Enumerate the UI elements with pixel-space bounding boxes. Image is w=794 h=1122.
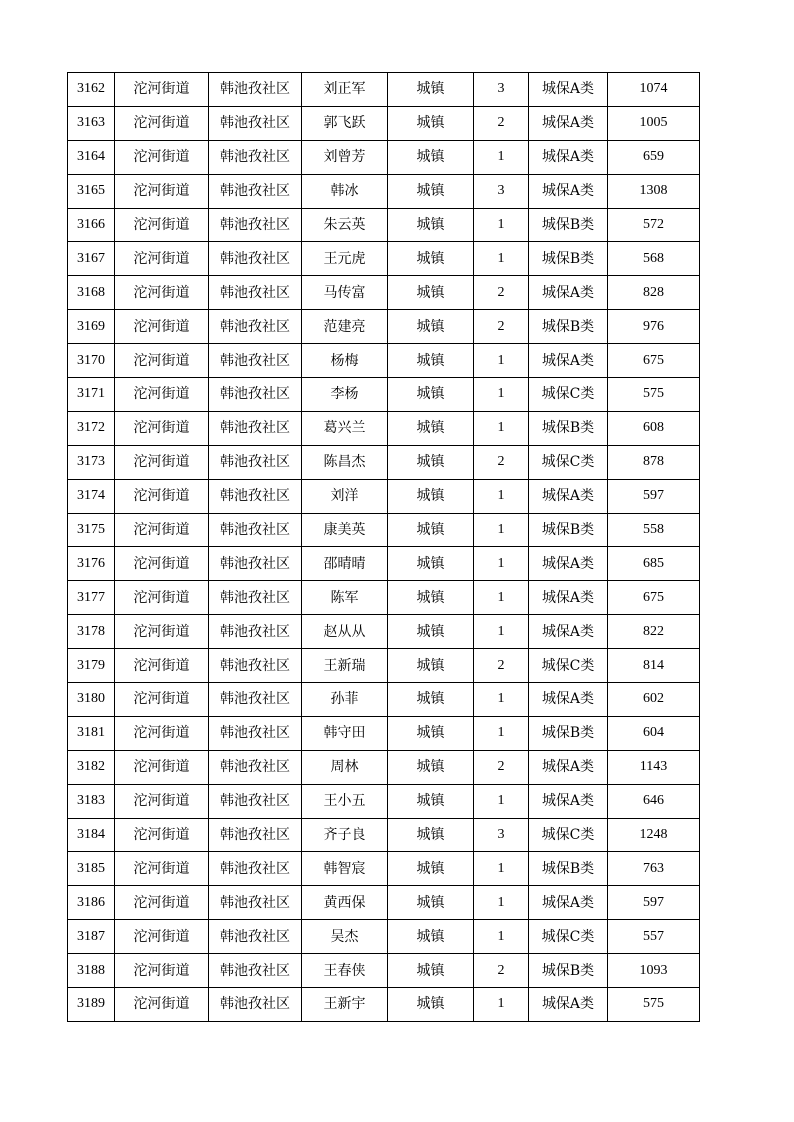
amount-cell: 685 <box>608 547 700 581</box>
household-type-cell: 城镇 <box>388 920 474 954</box>
community-cell: 韩池孜社区 <box>209 344 302 378</box>
insurance-category-cell: 城保B类 <box>529 208 608 242</box>
subdistrict-cell: 沱河街道 <box>115 174 209 208</box>
serial-number-cell: 3178 <box>68 615 115 649</box>
amount-cell: 597 <box>608 479 700 513</box>
amount-cell: 1005 <box>608 106 700 140</box>
subdistrict-cell: 沱河街道 <box>115 750 209 784</box>
community-cell: 韩池孜社区 <box>209 954 302 988</box>
community-cell: 韩池孜社区 <box>209 208 302 242</box>
household-size-cell: 1 <box>474 581 529 615</box>
table-row <box>68 106 700 140</box>
amount-cell: 1074 <box>608 73 700 107</box>
insurance-category-cell: 城保A类 <box>529 106 608 140</box>
serial-number-cell: 3171 <box>68 378 115 412</box>
amount-cell: 597 <box>608 886 700 920</box>
amount-cell: 604 <box>608 716 700 750</box>
household-type-cell: 城镇 <box>388 852 474 886</box>
household-size-cell: 1 <box>474 784 529 818</box>
name-cell: 刘曾芳 <box>302 140 388 174</box>
table-row <box>68 920 700 954</box>
subdistrict-cell: 沱河街道 <box>115 683 209 717</box>
household-size-cell: 1 <box>474 547 529 581</box>
insurance-category-cell: 城保A类 <box>529 174 608 208</box>
subdistrict-cell: 沱河街道 <box>115 378 209 412</box>
amount-cell: 1143 <box>608 750 700 784</box>
subdistrict-cell: 沱河街道 <box>115 276 209 310</box>
insurance-category-cell: 城保A类 <box>529 750 608 784</box>
subdistrict-cell: 沱河街道 <box>115 954 209 988</box>
amount-cell: 575 <box>608 378 700 412</box>
household-size-cell: 3 <box>474 174 529 208</box>
insurance-category-cell: 城保C类 <box>529 920 608 954</box>
household-size-cell: 1 <box>474 378 529 412</box>
serial-number-cell: 3173 <box>68 445 115 479</box>
household-type-cell: 城镇 <box>388 242 474 276</box>
roster-body <box>68 73 700 1022</box>
insurance-category-cell: 城保B类 <box>529 716 608 750</box>
serial-number-cell: 3180 <box>68 683 115 717</box>
household-type-cell: 城镇 <box>388 378 474 412</box>
table-row <box>68 411 700 445</box>
household-size-cell: 1 <box>474 242 529 276</box>
name-cell: 韩冰 <box>302 174 388 208</box>
household-type-cell: 城镇 <box>388 445 474 479</box>
subdistrict-cell: 沱河街道 <box>115 208 209 242</box>
community-cell: 韩池孜社区 <box>209 242 302 276</box>
community-cell: 韩池孜社区 <box>209 513 302 547</box>
insurance-category-cell: 城保A类 <box>529 581 608 615</box>
household-size-cell: 1 <box>474 615 529 649</box>
table-row <box>68 174 700 208</box>
insurance-category-cell: 城保B类 <box>529 513 608 547</box>
community-cell: 韩池孜社区 <box>209 445 302 479</box>
insurance-category-cell: 城保A类 <box>529 547 608 581</box>
serial-number-cell: 3163 <box>68 106 115 140</box>
insurance-category-cell: 城保A类 <box>529 73 608 107</box>
household-size-cell: 1 <box>474 479 529 513</box>
name-cell: 黄西保 <box>302 886 388 920</box>
community-cell: 韩池孜社区 <box>209 716 302 750</box>
household-type-cell: 城镇 <box>388 615 474 649</box>
insurance-category-cell: 城保A类 <box>529 479 608 513</box>
serial-number-cell: 3172 <box>68 411 115 445</box>
insurance-category-cell: 城保B类 <box>529 411 608 445</box>
amount-cell: 1248 <box>608 818 700 852</box>
name-cell: 王春侠 <box>302 954 388 988</box>
household-type-cell: 城镇 <box>388 140 474 174</box>
household-type-cell: 城镇 <box>388 750 474 784</box>
table-row <box>68 276 700 310</box>
amount-cell: 976 <box>608 310 700 344</box>
amount-cell: 675 <box>608 581 700 615</box>
table-row <box>68 73 700 107</box>
community-cell: 韩池孜社区 <box>209 73 302 107</box>
name-cell: 刘洋 <box>302 479 388 513</box>
subdistrict-cell: 沱河街道 <box>115 140 209 174</box>
insurance-category-cell: 城保A类 <box>529 988 608 1022</box>
amount-cell: 675 <box>608 344 700 378</box>
amount-cell: 1093 <box>608 954 700 988</box>
serial-number-cell: 3187 <box>68 920 115 954</box>
name-cell: 马传富 <box>302 276 388 310</box>
name-cell: 吴杰 <box>302 920 388 954</box>
subdistrict-cell: 沱河街道 <box>115 818 209 852</box>
subdistrict-cell: 沱河街道 <box>115 615 209 649</box>
household-type-cell: 城镇 <box>388 581 474 615</box>
household-size-cell: 1 <box>474 920 529 954</box>
name-cell: 王小五 <box>302 784 388 818</box>
table-row <box>68 208 700 242</box>
household-type-cell: 城镇 <box>388 886 474 920</box>
name-cell: 杨梅 <box>302 344 388 378</box>
table-row <box>68 513 700 547</box>
subdistrict-cell: 沱河街道 <box>115 344 209 378</box>
table-row <box>68 886 700 920</box>
table-row <box>68 852 700 886</box>
community-cell: 韩池孜社区 <box>209 140 302 174</box>
subdistrict-cell: 沱河街道 <box>115 310 209 344</box>
household-type-cell: 城镇 <box>388 106 474 140</box>
amount-cell: 646 <box>608 784 700 818</box>
amount-cell: 659 <box>608 140 700 174</box>
household-type-cell: 城镇 <box>388 683 474 717</box>
serial-number-cell: 3181 <box>68 716 115 750</box>
serial-number-cell: 3167 <box>68 242 115 276</box>
subdistrict-cell: 沱河街道 <box>115 479 209 513</box>
insurance-category-cell: 城保C类 <box>529 649 608 683</box>
table-row <box>68 954 700 988</box>
name-cell: 韩智宸 <box>302 852 388 886</box>
table-row <box>68 547 700 581</box>
household-type-cell: 城镇 <box>388 818 474 852</box>
serial-number-cell: 3169 <box>68 310 115 344</box>
subdistrict-cell: 沱河街道 <box>115 852 209 886</box>
serial-number-cell: 3184 <box>68 818 115 852</box>
community-cell: 韩池孜社区 <box>209 784 302 818</box>
name-cell: 王新宇 <box>302 988 388 1022</box>
name-cell: 康美英 <box>302 513 388 547</box>
serial-number-cell: 3175 <box>68 513 115 547</box>
amount-cell: 602 <box>608 683 700 717</box>
household-type-cell: 城镇 <box>388 954 474 988</box>
subdistrict-cell: 沱河街道 <box>115 988 209 1022</box>
name-cell: 周林 <box>302 750 388 784</box>
table-row <box>68 988 700 1022</box>
household-size-cell: 2 <box>474 445 529 479</box>
name-cell: 韩守田 <box>302 716 388 750</box>
household-type-cell: 城镇 <box>388 310 474 344</box>
insurance-category-cell: 城保B类 <box>529 954 608 988</box>
community-cell: 韩池孜社区 <box>209 479 302 513</box>
household-size-cell: 1 <box>474 140 529 174</box>
insurance-category-cell: 城保A类 <box>529 784 608 818</box>
table-row <box>68 581 700 615</box>
amount-cell: 1308 <box>608 174 700 208</box>
household-size-cell: 2 <box>474 954 529 988</box>
household-size-cell: 1 <box>474 683 529 717</box>
household-size-cell: 1 <box>474 716 529 750</box>
serial-number-cell: 3186 <box>68 886 115 920</box>
table-row <box>68 378 700 412</box>
household-type-cell: 城镇 <box>388 513 474 547</box>
household-type-cell: 城镇 <box>388 649 474 683</box>
subdistrict-cell: 沱河街道 <box>115 411 209 445</box>
household-size-cell: 2 <box>474 310 529 344</box>
table-row <box>68 479 700 513</box>
household-size-cell: 1 <box>474 886 529 920</box>
table-row <box>68 445 700 479</box>
serial-number-cell: 3188 <box>68 954 115 988</box>
serial-number-cell: 3189 <box>68 988 115 1022</box>
household-type-cell: 城镇 <box>388 411 474 445</box>
amount-cell: 763 <box>608 852 700 886</box>
amount-cell: 557 <box>608 920 700 954</box>
community-cell: 韩池孜社区 <box>209 750 302 784</box>
subdistrict-cell: 沱河街道 <box>115 73 209 107</box>
name-cell: 李杨 <box>302 378 388 412</box>
name-cell: 王元虎 <box>302 242 388 276</box>
insurance-category-cell: 城保B类 <box>529 242 608 276</box>
amount-cell: 572 <box>608 208 700 242</box>
insurance-category-cell: 城保B类 <box>529 310 608 344</box>
household-size-cell: 3 <box>474 73 529 107</box>
insurance-category-cell: 城保C类 <box>529 818 608 852</box>
name-cell: 范建亮 <box>302 310 388 344</box>
table-row <box>68 784 700 818</box>
serial-number-cell: 3168 <box>68 276 115 310</box>
amount-cell: 575 <box>608 988 700 1022</box>
household-type-cell: 城镇 <box>388 344 474 378</box>
household-size-cell: 2 <box>474 649 529 683</box>
serial-number-cell: 3179 <box>68 649 115 683</box>
household-size-cell: 1 <box>474 988 529 1022</box>
name-cell: 葛兴兰 <box>302 411 388 445</box>
subdistrict-cell: 沱河街道 <box>115 886 209 920</box>
insurance-category-cell: 城保C类 <box>529 445 608 479</box>
amount-cell: 822 <box>608 615 700 649</box>
amount-cell: 608 <box>608 411 700 445</box>
community-cell: 韩池孜社区 <box>209 310 302 344</box>
community-cell: 韩池孜社区 <box>209 683 302 717</box>
community-cell: 韩池孜社区 <box>209 649 302 683</box>
insurance-category-cell: 城保A类 <box>529 615 608 649</box>
subdistrict-cell: 沱河街道 <box>115 242 209 276</box>
name-cell: 陈军 <box>302 581 388 615</box>
name-cell: 邵晴晴 <box>302 547 388 581</box>
community-cell: 韩池孜社区 <box>209 581 302 615</box>
household-type-cell: 城镇 <box>388 208 474 242</box>
insurance-category-cell: 城保B类 <box>529 852 608 886</box>
name-cell: 赵从从 <box>302 615 388 649</box>
community-cell: 韩池孜社区 <box>209 920 302 954</box>
subdistrict-cell: 沱河街道 <box>115 581 209 615</box>
amount-cell: 558 <box>608 513 700 547</box>
insurance-category-cell: 城保A类 <box>529 276 608 310</box>
amount-cell: 814 <box>608 649 700 683</box>
table-row <box>68 750 700 784</box>
community-cell: 韩池孜社区 <box>209 547 302 581</box>
subdistrict-cell: 沱河街道 <box>115 106 209 140</box>
household-size-cell: 1 <box>474 513 529 547</box>
serial-number-cell: 3174 <box>68 479 115 513</box>
name-cell: 刘正军 <box>302 73 388 107</box>
community-cell: 韩池孜社区 <box>209 615 302 649</box>
serial-number-cell: 3183 <box>68 784 115 818</box>
table-row <box>68 649 700 683</box>
household-type-cell: 城镇 <box>388 174 474 208</box>
table-row <box>68 818 700 852</box>
roster-table <box>67 72 700 1022</box>
community-cell: 韩池孜社区 <box>209 852 302 886</box>
household-size-cell: 1 <box>474 852 529 886</box>
serial-number-cell: 3164 <box>68 140 115 174</box>
name-cell: 王新瑞 <box>302 649 388 683</box>
name-cell: 陈昌杰 <box>302 445 388 479</box>
subdistrict-cell: 沱河街道 <box>115 649 209 683</box>
household-type-cell: 城镇 <box>388 479 474 513</box>
household-type-cell: 城镇 <box>388 988 474 1022</box>
household-type-cell: 城镇 <box>388 73 474 107</box>
table-row <box>68 683 700 717</box>
serial-number-cell: 3177 <box>68 581 115 615</box>
household-size-cell: 1 <box>474 208 529 242</box>
household-type-cell: 城镇 <box>388 716 474 750</box>
serial-number-cell: 3182 <box>68 750 115 784</box>
household-type-cell: 城镇 <box>388 547 474 581</box>
amount-cell: 828 <box>608 276 700 310</box>
household-type-cell: 城镇 <box>388 784 474 818</box>
subdistrict-cell: 沱河街道 <box>115 784 209 818</box>
serial-number-cell: 3185 <box>68 852 115 886</box>
household-size-cell: 2 <box>474 106 529 140</box>
name-cell: 齐子良 <box>302 818 388 852</box>
household-size-cell: 1 <box>474 411 529 445</box>
amount-cell: 878 <box>608 445 700 479</box>
community-cell: 韩池孜社区 <box>209 988 302 1022</box>
household-type-cell: 城镇 <box>388 276 474 310</box>
household-size-cell: 2 <box>474 276 529 310</box>
household-size-cell: 1 <box>474 344 529 378</box>
name-cell: 朱云英 <box>302 208 388 242</box>
insurance-category-cell: 城保A类 <box>529 683 608 717</box>
community-cell: 韩池孜社区 <box>209 411 302 445</box>
amount-cell: 568 <box>608 242 700 276</box>
table-row <box>68 310 700 344</box>
subdistrict-cell: 沱河街道 <box>115 920 209 954</box>
household-size-cell: 2 <box>474 750 529 784</box>
insurance-category-cell: 城保C类 <box>529 378 608 412</box>
serial-number-cell: 3165 <box>68 174 115 208</box>
name-cell: 郭飞跃 <box>302 106 388 140</box>
table-row <box>68 242 700 276</box>
insurance-category-cell: 城保A类 <box>529 140 608 174</box>
table-row <box>68 140 700 174</box>
table-row <box>68 344 700 378</box>
insurance-category-cell: 城保A类 <box>529 344 608 378</box>
serial-number-cell: 3166 <box>68 208 115 242</box>
community-cell: 韩池孜社区 <box>209 106 302 140</box>
table-row <box>68 716 700 750</box>
community-cell: 韩池孜社区 <box>209 276 302 310</box>
community-cell: 韩池孜社区 <box>209 378 302 412</box>
subdistrict-cell: 沱河街道 <box>115 513 209 547</box>
serial-number-cell: 3162 <box>68 73 115 107</box>
table-row <box>68 615 700 649</box>
serial-number-cell: 3176 <box>68 547 115 581</box>
subdistrict-cell: 沱河街道 <box>115 445 209 479</box>
community-cell: 韩池孜社区 <box>209 174 302 208</box>
household-size-cell: 3 <box>474 818 529 852</box>
serial-number-cell: 3170 <box>68 344 115 378</box>
subdistrict-cell: 沱河街道 <box>115 716 209 750</box>
community-cell: 韩池孜社区 <box>209 886 302 920</box>
community-cell: 韩池孜社区 <box>209 818 302 852</box>
insurance-category-cell: 城保A类 <box>529 886 608 920</box>
name-cell: 孙菲 <box>302 683 388 717</box>
subdistrict-cell: 沱河街道 <box>115 547 209 581</box>
